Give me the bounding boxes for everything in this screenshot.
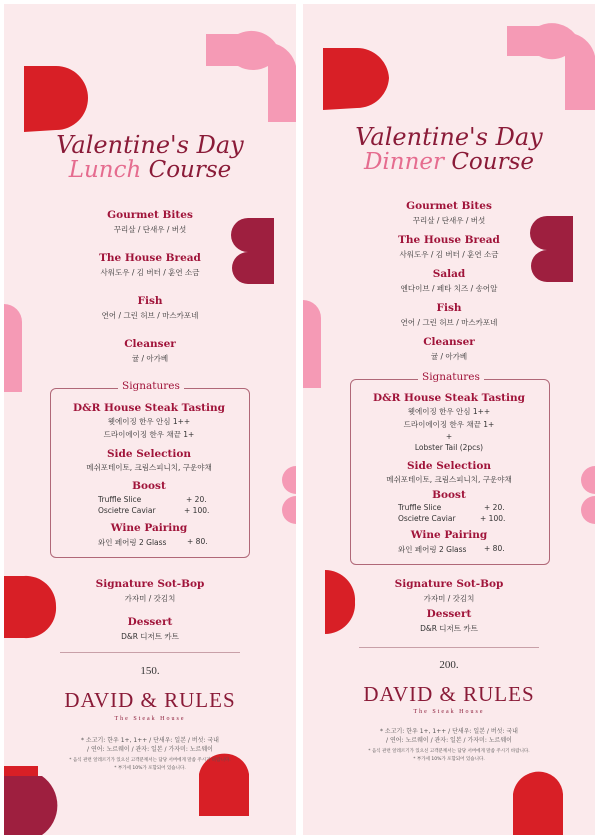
steak-name: D&R House Steak Tasting bbox=[73, 402, 225, 414]
wine-item: 와인 페어링 2 Glass bbox=[98, 538, 167, 547]
course-type-word: Lunch bbox=[68, 157, 142, 184]
lunch-menu-panel bbox=[4, 4, 296, 835]
course-desc: 엔다이브 / 페타 치즈 / 송어알 bbox=[400, 284, 498, 293]
course-price: 200. bbox=[439, 659, 459, 671]
boost-price: + 20. bbox=[484, 503, 505, 512]
course-name: Signature Sot-Bop bbox=[394, 578, 504, 590]
course-word: Course bbox=[451, 149, 534, 176]
course-item bbox=[303, 302, 595, 328]
side-desc: 메쉬포테이토, 크림스피니치, 구운야채 bbox=[386, 475, 512, 484]
boost-name: Boost bbox=[132, 480, 166, 492]
side-selection bbox=[350, 460, 548, 485]
course-name: Dessert bbox=[426, 608, 472, 620]
course-name: Gourmet Bites bbox=[107, 209, 193, 221]
course-desc: 귤 / 아가베 bbox=[430, 352, 468, 361]
course-name: Cleanser bbox=[423, 336, 475, 348]
course-item bbox=[4, 338, 296, 364]
wine-price: + 80. bbox=[187, 537, 208, 546]
origin-line: / 연어: 노르웨이 / 관자: 일본 / 가자미: 노르웨이 bbox=[87, 746, 213, 753]
vat-note: * 부가세 10%가 포함되어 있습니다. bbox=[413, 757, 485, 762]
red-heart-shape bbox=[323, 48, 389, 110]
pink-heart-shape bbox=[507, 23, 595, 110]
menu-title bbox=[303, 124, 595, 176]
steak-line: Lobster Tail (2pcs) bbox=[414, 443, 484, 452]
brand-subtitle: The Steak House bbox=[114, 716, 186, 722]
steak-name: D&R House Steak Tasting bbox=[373, 392, 525, 404]
boost-item: Oscietre Caviar bbox=[398, 514, 456, 523]
side-desc: 메쉬포테이토, 크림스피니치, 구운야채 bbox=[86, 463, 212, 472]
allergy-note: * 음식 관련 알레르기가 있으신 고객분께서는 담당 서버에게 말씀 주시기 바랍니다. bbox=[69, 758, 231, 763]
course-desc: D&R 디저트 카트 bbox=[121, 632, 179, 641]
wine-heart-shape bbox=[4, 776, 57, 835]
course-desc: 꾸리살 / 단새우 / 버섯 bbox=[412, 216, 486, 225]
course-item bbox=[303, 578, 595, 604]
brand-logo: DAVID & RULES bbox=[64, 688, 236, 712]
boost-price: + 100. bbox=[480, 514, 506, 523]
course-desc: 귤 / 아가베 bbox=[131, 354, 169, 363]
course-desc: 가자미 / 갓김치 bbox=[124, 594, 176, 603]
brand-subtitle: The Steak House bbox=[413, 709, 485, 715]
vat-note: * 부가세 10%가 포함되어 있습니다. bbox=[114, 766, 186, 771]
course-name: Fish bbox=[436, 302, 462, 314]
side-name: Side Selection bbox=[406, 460, 492, 472]
wine-price: + 80. bbox=[484, 544, 505, 553]
course-item bbox=[303, 336, 595, 362]
course-name: Dessert bbox=[127, 616, 173, 628]
side-selection bbox=[50, 448, 248, 473]
title-line-2 bbox=[303, 150, 595, 175]
course-name: The House Bread bbox=[99, 252, 201, 264]
course-item bbox=[4, 209, 296, 235]
signatures-label: Signatures bbox=[418, 371, 484, 383]
pink-heart-shape bbox=[206, 31, 296, 122]
boost-item: Truffle Slice bbox=[398, 503, 442, 512]
boost-item: Truffle Slice bbox=[98, 495, 142, 504]
wine-pairing bbox=[50, 522, 248, 534]
course-word: Course bbox=[148, 157, 232, 184]
course-item bbox=[4, 295, 296, 321]
course-item bbox=[4, 578, 296, 604]
boost-price: + 100. bbox=[184, 506, 210, 515]
boost-section bbox=[50, 480, 248, 492]
boost-section bbox=[350, 489, 548, 501]
course-item bbox=[303, 608, 595, 634]
red-heart-shape bbox=[513, 772, 563, 835]
pink-heart-shape bbox=[581, 466, 595, 524]
menu-title bbox=[4, 132, 296, 184]
course-desc: 연어 / 그린 허브 / 마스카포네 bbox=[101, 311, 199, 320]
wine-name: Wine Pairing bbox=[410, 529, 488, 541]
origin-line: * 소고기: 한우 1+, 1++ / 단새우: 일본 / 버섯: 국내 bbox=[380, 728, 518, 735]
course-name: Fish bbox=[137, 295, 163, 307]
origin-line: / 연어: 노르웨이 / 관자: 일본 / 가자미: 노르웨이 bbox=[386, 737, 512, 744]
course-name: Signature Sot-Bop bbox=[95, 578, 205, 590]
title-line-1: Valentine's Day bbox=[355, 123, 543, 151]
title-line-2 bbox=[4, 158, 296, 183]
course-item bbox=[303, 200, 595, 226]
divider bbox=[359, 647, 539, 648]
course-item bbox=[303, 234, 595, 260]
title-line-1: Valentine's Day bbox=[56, 131, 244, 159]
signatures-label: Signatures bbox=[118, 380, 184, 392]
origin-line: * 소고기: 한우 1+, 1++ / 단새우: 일본 / 버섯: 국내 bbox=[81, 737, 219, 744]
course-name: Salad bbox=[432, 268, 466, 280]
course-name: The House Bread bbox=[398, 234, 500, 246]
brand-logo: DAVID & RULES bbox=[363, 682, 535, 706]
steak-tasting bbox=[50, 402, 248, 440]
boost-price: + 20. bbox=[186, 495, 207, 504]
course-item bbox=[4, 616, 296, 642]
pink-heart-shape bbox=[282, 466, 296, 524]
steak-line: 드라이에이징 한우 채끝 1+ bbox=[103, 430, 195, 439]
course-item bbox=[4, 252, 296, 278]
wine-item: 와인 페어링 2 Glass bbox=[398, 545, 467, 554]
wine-pairing bbox=[350, 529, 548, 541]
boost-item: Oscietre Caviar bbox=[98, 506, 156, 515]
steak-line: 웻에이징 한우 안심 1++ bbox=[407, 407, 491, 416]
course-type-word: Dinner bbox=[363, 149, 445, 176]
course-price: 150. bbox=[140, 665, 160, 677]
steak-line: 드라이에이징 한우 채끝 1+ bbox=[403, 420, 495, 429]
course-desc: 꾸리살 / 단새우 / 버섯 bbox=[113, 225, 187, 234]
course-name: Gourmet Bites bbox=[406, 200, 492, 212]
steak-tasting bbox=[350, 392, 548, 452]
boost-name: Boost bbox=[432, 489, 466, 501]
red-heart-shape bbox=[24, 66, 88, 132]
dinner-menu-panel bbox=[303, 4, 595, 835]
course-desc: 가자미 / 갓김치 bbox=[423, 594, 475, 603]
steak-line: + bbox=[445, 432, 453, 441]
allergy-note: * 음식 관련 알레르기가 있으신 고객분께서는 담당 서버에게 말씀 주시기 바랍니다. bbox=[368, 749, 530, 754]
course-desc: D&R 디저트 카트 bbox=[420, 624, 478, 633]
steak-line: 웻에이징 한우 안심 1++ bbox=[107, 417, 191, 426]
divider bbox=[60, 652, 240, 653]
side-name: Side Selection bbox=[106, 448, 192, 460]
course-desc: 사워도우 / 김 버터 / 훈연 소금 bbox=[100, 268, 200, 277]
course-desc: 연어 / 그린 허브 / 마스카포네 bbox=[400, 318, 498, 327]
course-name: Cleanser bbox=[124, 338, 176, 350]
course-desc: 사워도우 / 김 버터 / 훈연 소금 bbox=[399, 250, 499, 259]
wine-name: Wine Pairing bbox=[110, 522, 188, 534]
course-item bbox=[303, 268, 595, 294]
